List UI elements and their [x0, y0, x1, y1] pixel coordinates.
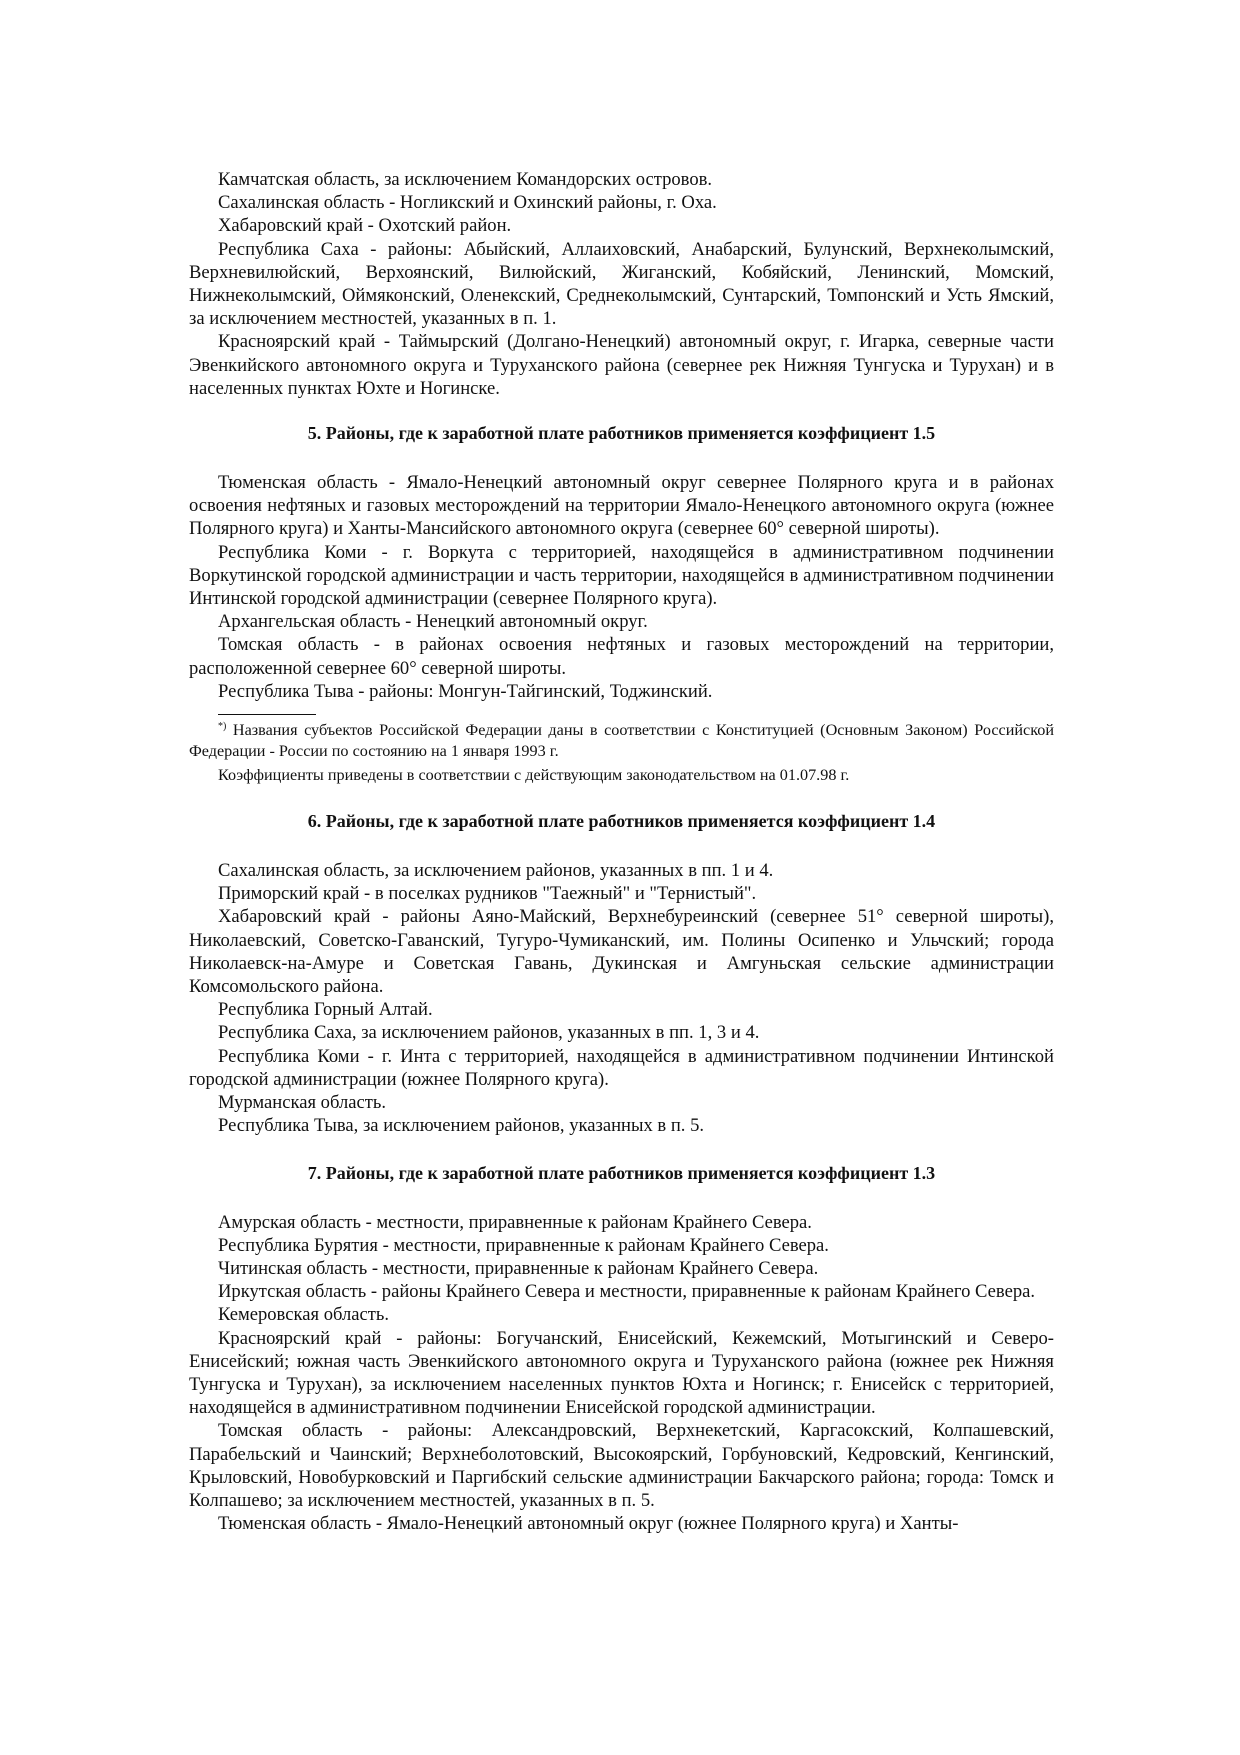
paragraph: Республика Коми - г. Воркута с территорией, находящейся в административном подчинении Воркутинской городской администрации и часть территории, находящейся в административном подчинении Интинской городской администрации (севернее Полярного круга).	[189, 541, 1054, 610]
footnote-marker: *)	[218, 721, 227, 733]
paragraph: Республика Саха - районы: Абыйский, Аллаиховский, Анабарский, Булунский, Верхнеколымский, Верхневилюйский, Верхоянский, Вилюйский, Жиганский, Кобяйский, Ленинский, Момский, Нижнеколымский, Оймяконский, Оленекский, Среднеколымский, Сунтарский, Томпонский и Усть Ямский, за исключением местностей, указанных в п. 1.	[189, 238, 1054, 330]
section-7-heading: 7. Районы, где к заработной плате работников применяется коэффициент 1.3	[307, 1162, 936, 1183]
section-5-body	[189, 471, 1054, 703]
section-6-body	[189, 859, 1054, 1137]
paragraph: Приморский край - в поселках рудников "Таежный" и "Тернистый".	[218, 883, 757, 905]
document-page	[189, 168, 1054, 1535]
section-7-body	[189, 1211, 1054, 1536]
paragraph: Республика Саха, за исключением районов, указанных в пп. 1, 3 и 4.	[218, 1022, 760, 1044]
footnote-separator	[218, 714, 316, 715]
paragraph: Иркутская область - районы Крайнего Севера и местности, приравненные к районам Крайнего Севера.	[218, 1281, 1036, 1303]
paragraph: Тюменская область - Ямало-Ненецкий автономный округ севернее Полярного круга и в районах освоения нефтяных и газовых месторождений на территории Ямало-Ненецкого автономного округа (южнее Полярного круга) и Ханты-Мансийского автономного округа (севернее 60° северной широты).	[189, 472, 1054, 540]
paragraph: Мурманская область.	[218, 1092, 387, 1114]
paragraph: Республика Тыва, за исключением районов, указанных в п. 5.	[218, 1115, 705, 1137]
paragraph: Кемеровская область.	[218, 1304, 390, 1326]
paragraph: Сахалинская область - Ногликский и Охинский районы, г. Оха.	[218, 192, 717, 214]
paragraph: Тюменская область - Ямало-Ненецкий автономный округ (южнее Полярного круга) и Ханты-	[218, 1513, 959, 1535]
paragraph: Республика Коми - г. Инта с территорией, находящейся в административном подчинении Интинской городской администрации (южнее Полярного круга).	[189, 1045, 1054, 1090]
footnote	[189, 720, 1054, 762]
paragraph: Читинская область - местности, приравненные к районам Крайнего Севера.	[218, 1257, 819, 1279]
paragraph: Красноярский край - районы: Богучанский, Енисейский, Кежемский, Мотыгинский и Северо-Енисейский; южная часть Эвенкийского автономного округа и Туруханского района (южнее рек Нижняя Тунгуска и Турухан), за исключением населенных пунктов Юхта и Ногинск; г. Енисейск с территорией, находящейся в административном подчинении Енисейской городской администрации.	[189, 1327, 1054, 1419]
footnotes	[189, 720, 1054, 786]
paragraph: Республика Бурятия - местности, приравненные к районам Крайнего Севера.	[218, 1234, 829, 1256]
footnote-text: Названия субъектов Российской Федерации даны в соответствии с Конституцией (Основным Законом) Российской Федерации - России по состоянию на 1 января 1993 г.	[189, 721, 1054, 761]
paragraph: Томская область - в районах освоения нефтяных и газовых месторождений на территории, расположенной севернее 60° северной широты.	[189, 634, 1054, 679]
paragraph: Архангельская область - Ненецкий автономный округ.	[218, 611, 648, 633]
paragraph: Республика Тыва - районы: Монгун-Тайгинский, Тоджинский.	[218, 680, 713, 702]
paragraph: Хабаровский край - Охотский район.	[218, 215, 512, 237]
paragraph: Хабаровский край - районы Аяно-Майский, Верхнебуреинский (севернее 51° северной широты), Николаевский, Советско-Гаванский, Тугуро-Чумиканский, им. Полины Осипенко и Ульчский; города Николаевск-на-Амуре и Советская Гавань, Дукинская и Амгуньская сельские администрации Комсомольского района.	[189, 906, 1054, 998]
section-5-heading: 5. Районы, где к заработной плате работников применяется коэффициент 1.5	[307, 423, 936, 444]
paragraph: Томская область - районы: Александровский, Верхнекетский, Каргасокский, Колпашевский, Парабельский и Чаинский; Верхнеболотовский, Высокоярский, Горбуновский, Кедровский, Кенгинский, Крыловский, Новобурковский и Паргибский сельские администрации Бакчарского района; города: Томск и Колпашево; за исключением местностей, указанных в п. 5.	[189, 1420, 1054, 1511]
paragraph: Сахалинская область, за исключением районов, указанных в пп. 1 и 4.	[218, 860, 774, 882]
section-6-heading: 6. Районы, где к заработной плате работников применяется коэффициент 1.4	[307, 811, 936, 832]
paragraph: Амурская область - местности, приравненные к районам Крайнего Севера.	[218, 1211, 812, 1233]
intro-block	[189, 168, 1054, 400]
footnote: Коэффициенты приведены в соответствии с действующим законодательством на 01.07.98 г.	[218, 766, 850, 785]
paragraph: Красноярский край - Таймырский (Долгано-Ненецкий) автономный округ, г. Игарка, северные части Эвенкийского автономного округа и Туруханского района (севернее рек Нижняя Тунгуска и Турухан) и в населенных пунктах Юхте и Ногинске.	[189, 331, 1054, 399]
paragraph: Республика Горный Алтай.	[218, 999, 433, 1021]
paragraph: Камчатская область, за исключением Командорских островов.	[218, 169, 713, 190]
